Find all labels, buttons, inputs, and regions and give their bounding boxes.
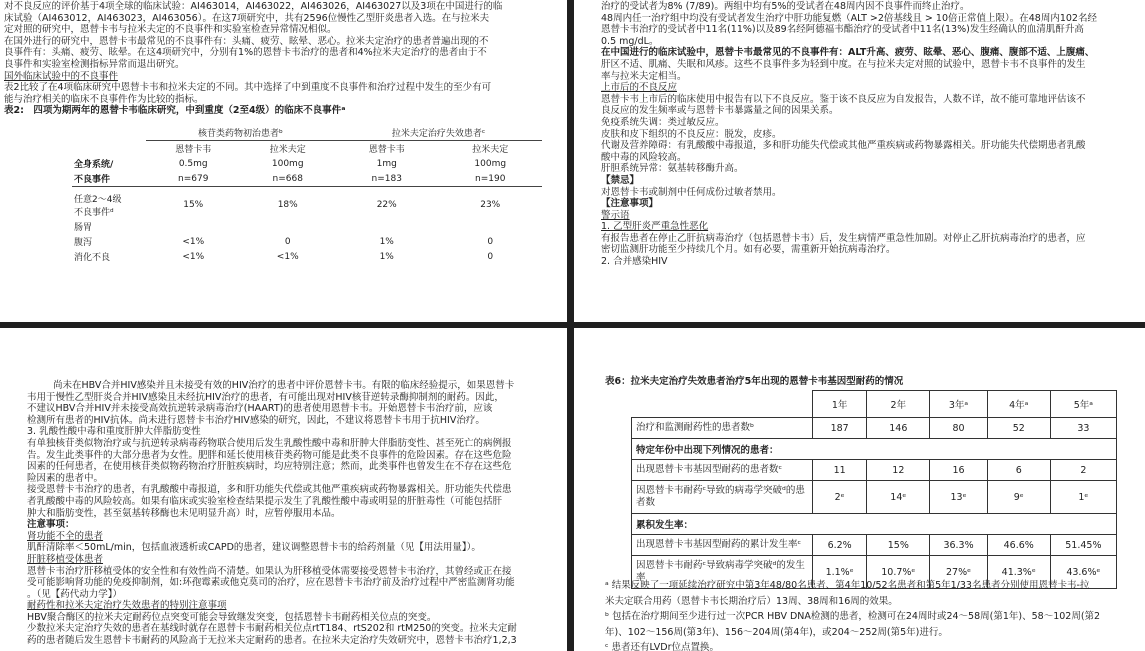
row-label: 消化不良	[74, 253, 111, 263]
text-line: 对不良反应的评价基于4项全球的临床试验：AI463014，AI463022，AI463026，AI463027以及3项在中国进行的临	[4, 1, 503, 12]
value-cell: 43.6%ᵉ	[1050, 556, 1116, 589]
dose-cell: 0.5mg	[178, 158, 208, 169]
text-line: 密切监测肝功能至少持续几个月。如有必要，需重新开始抗病毒治疗。	[601, 244, 896, 256]
subsection-heading: 肾功能不全的患者	[27, 530, 104, 542]
group-header: 拉米夫定治疗失效患者ᶜ	[335, 125, 542, 141]
table-caption: 表6：拉米夫定治疗失效患者治疗5年出现的恩替卡韦基因型耐药的情况	[605, 376, 904, 387]
value-cell: 51.45%	[1050, 535, 1116, 556]
row-label: 治疗和监测耐药性的患者数ᵇ	[632, 418, 813, 439]
dose-cell: 100mg	[474, 158, 507, 169]
dose-cell: 100mg	[271, 158, 304, 169]
section-heading: 上市后的不良反应	[601, 82, 678, 94]
year-header: 1年	[813, 391, 867, 418]
section-row: 特定年份中出现下列情况的患者：	[632, 439, 1117, 460]
text-line: HBV聚合酶区的拉米夫定耐药位点突变可能会导致继发突变，包括恩替卡韦耐药相关位点的突变。	[27, 611, 437, 623]
footnote-line: ᵃ 结果反映了一项延续治疗研究中第3年48/80名患者、第4年10/52名患者和第5年1/33名患者分别使用恩替卡韦-拉	[605, 580, 1090, 591]
text-line: 检测所有患者的HIV抗体。尚未进行恩替卡韦治疗HIV感染的研究，因此，不建议将恩替卡韦用于抗HIV治疗。	[27, 414, 485, 426]
n-cell: n=183	[335, 171, 439, 187]
value-cell: 10.7%ᵉ	[867, 556, 930, 589]
text-line: 少数拉米夫定治疗失效的患者在基线时就存在恩替卡韦耐药相关位点rtT184、rtS202和 rtM250的突变。拉米夫定耐	[27, 623, 517, 635]
text-line: 能与治疗相关的临床不良事件作为比较的指标。	[4, 93, 204, 105]
row-label: 出现恩替卡韦基因型耐药的患者数ᶜ	[632, 460, 813, 481]
text-line: 药的患者随后发生恩替卡韦耐药的风险高于无拉米夫定耐药的患者。在拉米夫定治疗失效研究中，恩替卡韦治疗1,2,3	[27, 635, 517, 647]
text-line: 因素的任何患者，在使用核苷类似物药物治疗肝脏疾病时，均应特别注意；然而，此类事件也曾发生在不存在这些危	[27, 461, 512, 473]
section-heading: 注意事项：	[27, 519, 75, 531]
row-label: 不良事件	[72, 171, 146, 187]
category-label: 肠胃	[74, 223, 93, 233]
adverse-events-table	[72, 125, 542, 264]
value-cell: 23%	[480, 200, 501, 210]
list-item: 肝胆系统异常：氨基转移酶升高。	[601, 163, 744, 175]
section-row: 累积发生率：	[632, 514, 1117, 535]
section-heading: 国外临床试验中的不良事件	[4, 70, 119, 82]
row-label: 腹泻	[74, 238, 93, 248]
year-header: 3年ᵃ	[930, 391, 987, 418]
list-item: 代谢及营养障碍：有乳酸酸中毒报道，多和肝功能失代偿或其他严重疾病或药物暴露相关。肝功能失代偿期患者乳酸	[601, 140, 1086, 152]
text-line: 不建议HBV合并HIV并未接受高效抗逆转录病毒治疗(HAART)的患者使用恩替卡韦。开始恩替卡韦治疗前，应该	[27, 403, 493, 415]
value-cell: 27%ᵉ	[930, 556, 987, 589]
value-cell: 6.2%	[813, 535, 867, 556]
drug-header: 拉米夫定	[472, 145, 509, 155]
text-line: 良事件和实验室检测指标异常而退出研究。	[4, 58, 185, 70]
value-cell: 0	[487, 236, 494, 247]
text-line: 者乳酸酸中毒的风险较高。如果有临床或实验室检查结果提示发生了乳酸性酸中毒或明显的肝脏毒性（可能包括肝	[27, 495, 503, 507]
value-cell: 1%	[379, 236, 394, 247]
text-line: 恩替卡韦治疗肝移植受体的安全性和有效性尚不清楚。如果认为肝移植受体需要接受恩替卡韦治疗，其曾经或正在接	[27, 565, 512, 577]
row-label	[72, 191, 146, 219]
row-label: 出现恩替卡韦基因型耐药的累计发生率ᶜ	[632, 535, 813, 556]
subsection-heading: 1. 乙型肝炎严重急性恶化	[601, 221, 709, 233]
value-cell: 36.3%	[930, 535, 987, 556]
page-panel-precautions	[575, 0, 1145, 322]
year-header: 2年	[867, 391, 930, 418]
value-cell: 13ᵉ	[930, 481, 987, 514]
section-heading: 【禁忌】	[601, 174, 640, 186]
row-label-line: 任意2～4级	[74, 195, 122, 205]
text-line: 告。发生此类事件的大部分患者为女性。肥胖和延长使用核苷类药物可能是此类不良事件的危险因素。存在这些危险	[27, 449, 512, 461]
n-cell: n=668	[240, 171, 335, 187]
page-panel-resistance-table	[575, 328, 1145, 651]
section-heading: 【注意事项】	[601, 198, 659, 210]
text-line: 0.5 mg/dL。	[601, 35, 659, 47]
footnote-line: 米夫定联合用药（恩替卡韦长期治疗后）13周、38周和16周的效果。	[605, 595, 898, 607]
value-cell: 12	[867, 460, 930, 481]
text-line: 接受恩替卡韦治疗的患者，有乳酸酸中毒报道，多和肝功能失代偿或其他严重疾病或药物暴露相关。肝功能失代偿患	[27, 484, 512, 496]
text-line: 恩替卡韦治疗的受试者中11名(11%)以及89名经阿德福韦酯治疗的受试者中11名(13%)发生经确认的血清肌酐升高	[601, 24, 1084, 36]
value-cell: 146	[867, 418, 930, 439]
value-cell: 46.6%	[987, 535, 1050, 556]
text-line: 韦用于慢性乙型肝炎合并HIV感染且未经抗HIV治疗的患者，有可能出现对HIV核苷逆转录酶抑制剂的耐药。因此，	[27, 391, 504, 403]
group-header: 核苷类药物初治患者ᵇ	[146, 125, 335, 141]
value-cell: <1%	[182, 236, 205, 247]
value-cell: 6	[987, 460, 1050, 481]
value-cell: 16	[930, 460, 987, 481]
text-line: 有报告患者在停止乙肝抗病毒治疗（包括恩替卡韦）后，发生病情严重急性加剧。对停止乙肝抗病毒治疗的患者，应	[601, 232, 1086, 244]
value-cell: 0	[284, 236, 291, 247]
value-cell: <1%	[182, 251, 205, 262]
text-line: 。（见【药代动力学】）	[27, 588, 123, 600]
value-cell: 52	[987, 418, 1050, 439]
row-label: 因恩替卡韦耐药ᶜ导致病毒学突破ᵈ的发生率	[632, 556, 813, 589]
footnote-line: ᶜ 患者还有LVDr位点置换。	[605, 642, 720, 651]
n-cell: n=190	[438, 171, 542, 187]
resistance-table	[631, 390, 1117, 589]
value-cell: 2ᵉ	[813, 481, 867, 514]
value-cell: 22%	[376, 200, 397, 210]
text-line: 治疗的受试者为8% (7/89)。两组中均有5%的受试者在48周内因不良事件而终止治疗。	[601, 1, 970, 12]
text-line: 尚未在HBV合并HIV感染并且未接受有效的HIV治疗的患者中评价恩替卡韦。有限的临床经验提示，如果恩替卡	[53, 380, 515, 391]
value-cell: 0	[487, 251, 494, 262]
value-cell: 2	[1050, 460, 1116, 481]
section-heading: 警示语	[601, 209, 630, 221]
n-cell: n=679	[146, 171, 240, 187]
drug-header: 恩替卡韦	[175, 145, 212, 155]
value-cell: 1ᵉ	[1050, 481, 1116, 514]
text-line: 肌酐清除率＜50mL/min，包括血液透析或CAPD的患者，建议调整恩替卡韦的给药剂量（见【用法用量】）。	[27, 542, 481, 554]
footnote-line: ᵇ 包括在治疗期间至少进行过一次PCR HBV DNA检测的患者，检测可在24周时或24～58周(第1年)、58～102周(第2	[605, 611, 1101, 622]
text-line: 肝区不适、肌痛、失眠和风疹。这些不良事件多为轻到中度。在与拉米夫定对照的试验中，恩替卡韦不良事件的发生	[601, 58, 1086, 70]
drug-header: 拉米夫定	[269, 145, 306, 155]
year-header: 4年ᵃ	[987, 391, 1050, 418]
text-line: 表2比较了在4项临床研究中恩替卡韦和拉米夫定的不同。其中选择了中到重度不良事件和治疗过程中发生的至少有可	[4, 82, 492, 94]
text-line: 有单独核苷类似物治疗或与抗逆转录病毒药物联合使用后发生乳酸性酸中毒和肝肿大伴脂肪变性、甚至死亡的病例报	[27, 437, 512, 449]
text-line: 率与拉米夫定相当。	[601, 70, 687, 82]
value-cell: 9ᵉ	[987, 481, 1050, 514]
subsection-heading: 2. 合并感染HIV	[601, 256, 668, 268]
year-header: 5年ᵃ	[1050, 391, 1116, 418]
subsection-heading: 肝脏移植受体患者	[27, 553, 104, 565]
subsection-heading: 3. 乳酸性酸中毒和重度肝肿大伴脂肪变性	[27, 426, 201, 438]
page-panel-warnings	[0, 328, 566, 651]
value-cell: 1%	[379, 251, 394, 262]
value-cell: 1.1%ᵉ	[813, 556, 867, 589]
drug-header: 恩替卡韦	[368, 145, 405, 155]
value-cell: 187	[813, 418, 867, 439]
text-line: 定对照的研究中，恩替卡韦与拉米夫定的不良事件和实验室检查异常情况相似。	[4, 24, 337, 36]
text-line: 良反应的发生频率或与恩替卡韦暴露量之间的因果关系。	[601, 105, 839, 117]
text-line: 床试验（AI463012，AI463023，AI463056）。在这7项研究中，共有2596位慢性乙型肝炎患者入选。在与拉米夫	[4, 12, 490, 24]
list-item: 酸中毒的风险较高。	[601, 151, 687, 163]
text-line: 在中国进行的临床试验中，恩替卡韦最常见的不良事件有：ALT升高、疲劳、眩晕、恶心、腹痛、腹部不适、上腹痛、	[601, 47, 1095, 59]
value-cell: <1%	[276, 251, 299, 262]
list-item: 皮肤和皮下组织的不良反应：脱发，皮疹。	[601, 128, 782, 140]
subsection-heading: 耐药性和拉米夫定治疗失效患者的特别注意事项	[27, 600, 227, 612]
row-label: 因恩替卡韦耐药ᶜ导致的病毒学突破ᵈ的患者数	[632, 481, 813, 514]
table-caption: 表2: 四项为期两年的恩替卡韦临床研究，中到重度（2至4级）的临床不良事件ᵃ	[4, 105, 346, 117]
list-item: 免疫系统失调：类过敏反应。	[601, 116, 725, 128]
text-line: 48周内任一治疗组中均没有受试者发生治疗中肝功能复燃（ALT >2倍基线且 > 10倍正常值上限）。在48周内102名经	[601, 12, 1097, 24]
value-cell: 80	[930, 418, 987, 439]
text-line: 受可能影响肾功能的免疫抑制剂，如:环孢霉素或他克莫司的治疗，应在恩替卡韦治疗前及治疗过程中严密监测肾功能	[27, 577, 515, 589]
value-cell: 41.3%ᵉ	[987, 556, 1050, 589]
value-cell: 15%	[183, 200, 204, 210]
text-line: 肿大和脂肪变性，甚至氨基转移酶也未见明显升高）时，应暂停服用本品。	[27, 507, 341, 519]
text-line: 对恩替卡韦或制剂中任何成份过敏者禁用。	[601, 186, 782, 198]
page-panel-adverse-events	[0, 0, 566, 322]
footnote-line: 年)、102～156周(第3年)、156～204周(第4年)，或204～252周(第5年)进行。	[605, 626, 948, 638]
text-line: 在国外进行的研究中，恩替卡韦最常见的不良事件有：头痛、疲劳、眩晕、恶心。拉米夫定治疗的患者普遍出现的不	[4, 35, 489, 47]
row-label: 全身系统/	[74, 160, 114, 170]
value-cell: 14ᵉ	[867, 481, 930, 514]
text-line: 险因素的患者中。	[27, 472, 104, 484]
value-cell: 18%	[277, 200, 298, 210]
text-line: 良事件有：头痛、疲劳、眩晕。在这4项研究中，分别有1%的恩替卡韦治疗的患者和4%拉米夫定治疗的患者由于不	[4, 47, 487, 59]
row-label-line: 不良事件ᵈ	[74, 208, 114, 218]
dose-cell: 1mg	[376, 158, 397, 169]
value-cell: 33	[1050, 418, 1116, 439]
value-cell: 11	[813, 460, 867, 481]
text-line: 恩替卡韦上市后的临床使用中报告有以下不良反应。鉴于该不良反应为自发报告，人数不详，故不能可靠地评估该不	[601, 93, 1086, 105]
table-footnotes	[605, 578, 1125, 651]
value-cell: 15%	[867, 535, 930, 556]
